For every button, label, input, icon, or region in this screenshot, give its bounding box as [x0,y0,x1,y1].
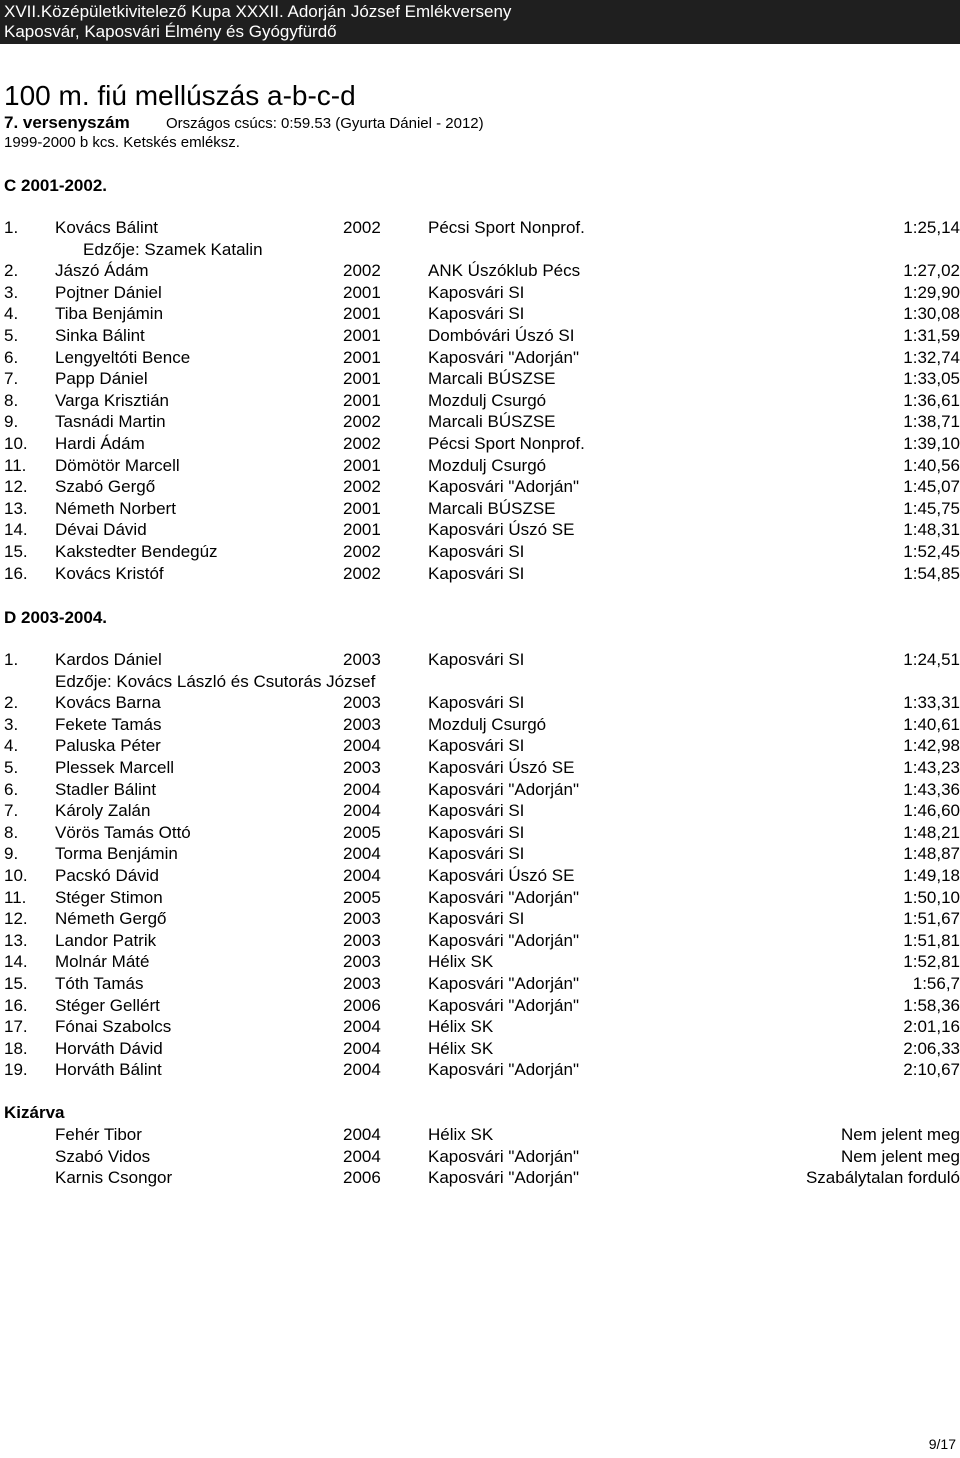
swimmer-name-cell: Varga Krisztián [55,390,170,410]
place-cell: 10. [4,866,28,885]
swimmer-name-cell: Tasnádi Martin [55,412,166,432]
swimmer-name-cell: Molnár Máté [55,952,150,972]
swimmer-name-cell: Szabó Gergő [55,477,156,497]
swimmer-name-cell: Fónai Szabolcs [55,1017,172,1037]
place-cell: 13. [4,930,28,950]
swimmer-name-cell: Landor Patrik [55,930,157,950]
birth-year-cell: 2001 [343,498,381,518]
club-cell: Marcali BÚSZSE [428,412,556,432]
result-row [0,1038,960,1059]
place-cell: 8. [4,390,19,410]
club-cell: Kaposvári SI [428,304,525,324]
club-cell: Kaposvári SI [428,650,525,669]
time-cell: 1:38,71 [903,412,960,432]
club-cell: Marcali BÚSZSE [428,369,556,389]
birth-year-cell: 2005 [343,822,381,842]
time-cell: 1:51,81 [903,930,960,950]
club-cell: Kaposvári "Adorján" [428,779,579,799]
club-cell: Kaposvári SI [428,736,525,756]
swimmer-name-cell: Torma Benjámin [55,844,178,864]
place-cell: 15. [4,974,28,993]
time-cell: 1:25,14 [903,218,960,237]
time-cell: 2:06,33 [903,1038,960,1058]
coach-name: Edzője: Kovács László és Csutorás József [55,671,376,691]
swimmer-name-cell: Kovács Bálint [55,218,158,237]
club-cell: Kaposvári Úszó SE [428,520,575,540]
result-row [0,908,960,929]
time-cell: 1:49,18 [903,866,960,885]
club-cell: Kaposvári Úszó SE [428,866,575,885]
swimmer-name-cell: Szabó Vidos [55,1146,151,1166]
club-cell: Hélix SK [428,1038,494,1058]
result-row [0,779,960,800]
place-cell: 12. [4,477,28,497]
birth-year-cell: 2001 [343,304,381,324]
time-cell: 1:50,10 [903,887,960,907]
time-cell: 1:52,45 [903,542,960,561]
birth-year-cell: 2003 [343,650,381,669]
swimmer-name-cell: Stéger Stimon [55,887,163,907]
swimmer-name-cell: Karnis Csongor [55,1168,173,1188]
time-cell: 1:56,7 [912,974,960,993]
club-cell: Pécsi Sport Nonprof. [428,218,585,237]
birth-year-cell: 2001 [343,369,381,389]
place-cell: 3. [4,714,19,734]
swimmer-name-cell: Kovács Kristóf [55,563,164,583]
venue-line: Kaposvár, Kaposvári Élmény és Gyógyfürdő [4,22,337,41]
time-cell: 1:36,61 [903,390,960,410]
time-cell: 1:58,36 [903,995,960,1015]
club-cell: Kaposvári SI [428,909,525,929]
result-row [0,649,960,670]
place-cell: 2. [4,693,19,713]
birth-year-cell: 2004 [343,736,381,756]
time-cell: 1:48,87 [903,844,960,864]
result-row [0,455,960,476]
time-cell: 1:43,36 [903,779,960,799]
time-cell: 1:40,56 [903,455,960,475]
place-cell: 16. [4,563,28,583]
swimmer-name-cell: Papp Dániel [55,369,148,389]
birth-year-cell: 2004 [343,1146,381,1166]
birth-year-cell: 2004 [343,1038,381,1058]
birth-year-cell: 2001 [343,326,381,345]
club-cell: Mozdulj Csurgó [428,455,547,475]
birth-year-cell: 2004 [343,1017,381,1037]
result-row [0,217,960,238]
time-cell: 1:29,90 [903,282,960,302]
reason-cell: Nem jelent meg [840,1125,960,1144]
competition-title: XVII.Középületkivitelező Kupa XXXII. Adorján József Emlékverseny [4,2,512,21]
national-record: Országos csúcs: 0:59.53 (Gyurta Dániel - 2012) [166,115,484,132]
place-cell: 12. [4,909,28,929]
place-cell: 18. [4,1038,28,1058]
time-cell: 2:01,16 [903,1017,960,1037]
place-cell: 3. [4,282,19,302]
birth-year-cell: 2001 [343,455,381,475]
result-row [0,930,960,951]
place-cell: 8. [4,822,19,842]
place-cell: 9. [4,844,19,864]
birth-year-cell: 2002 [343,218,381,237]
birth-year-cell: 2004 [343,1060,381,1080]
result-row [0,951,960,972]
place-cell: 9. [4,412,19,432]
birth-year-cell: 2004 [343,844,381,864]
birth-year-cell: 2003 [343,974,381,993]
birth-year-cell: 2004 [343,779,381,799]
place-cell: 1. [4,650,19,669]
club-cell: Mozdulj Csurgó [428,390,547,410]
swimmer-name-cell: Stadler Bálint [55,779,157,799]
coach-row [0,239,960,260]
club-cell: Dombóvári Úszó SI [428,326,575,345]
result-row [0,347,960,368]
time-cell: 1:30,08 [903,304,960,324]
club-cell: Kaposvári SI [428,801,525,821]
result-row [0,887,960,908]
swimmer-name-cell: Tiba Benjámin [55,304,164,324]
time-cell: 1:33,31 [903,693,960,713]
result-row [0,995,960,1016]
result-row [0,519,960,540]
time-cell: 1:51,67 [903,909,960,929]
swimmer-name-cell: Németh Norbert [55,498,176,518]
birth-year-cell: 2001 [343,520,381,540]
coach-row [0,671,960,692]
swimmer-name-cell: Kardos Dániel [55,650,162,669]
club-cell: Kaposvári "Adorján" [428,1146,579,1166]
club-cell: Kaposvári "Adorján" [428,347,579,367]
club-cell: Mozdulj Csurgó [428,714,547,734]
result-row [0,757,960,778]
club-cell: Kaposvári "Adorján" [428,1060,579,1080]
swimmer-name-cell: Kakstedter Bendegúz [55,542,218,561]
result-row [0,411,960,432]
result-row [0,476,960,497]
result-row [0,433,960,454]
swimmer-name-cell: Stéger Gellért [55,995,160,1015]
page-number: 9/17 [928,1436,956,1452]
result-row [0,822,960,843]
result-row [0,1016,960,1037]
swimmer-name-cell: Fehér Tibor [55,1125,142,1144]
swimmer-name-cell: Sinka Bálint [55,326,145,345]
result-row [0,865,960,886]
place-cell: 10. [4,434,28,453]
birth-year-cell: 2001 [343,347,381,367]
swimmer-name-cell: Dévai Dávid [55,520,147,540]
club-cell: Kaposvári SI [428,693,525,713]
time-cell: 1:39,10 [903,434,960,453]
place-cell: 4. [4,304,19,324]
club-cell: Kaposvári SI [428,282,525,302]
birth-year-cell: 2001 [343,282,381,302]
birth-year-cell: 2003 [343,693,381,713]
club-cell: Hélix SK [428,952,494,972]
category-d-heading: D 2003-2004. [4,608,108,627]
place-cell: 16. [4,995,28,1015]
result-row [0,1124,960,1145]
swimmer-name-cell: Horváth Dávid [55,1038,163,1058]
birth-year-cell: 2004 [343,801,381,821]
time-cell: 1:27,02 [903,261,960,281]
reason-cell: Nem jelent meg [840,1146,960,1166]
time-cell: 2:10,67 [903,1060,960,1080]
place-cell: 1. [4,218,19,237]
swimmer-name-cell: Németh Gergő [55,909,167,929]
swimmer-name-cell: Plessek Marcell [55,758,175,777]
result-row [0,541,960,562]
club-cell: Marcali BÚSZSE [428,498,556,518]
swimmer-name-cell: Horváth Bálint [55,1060,162,1080]
club-cell: Hélix SK [428,1125,494,1144]
birth-year-cell: 2002 [343,477,381,497]
club-cell: Kaposvári SI [428,563,525,583]
place-cell: 5. [4,326,19,345]
birth-year-cell: 2003 [343,952,381,972]
result-row [0,1146,960,1167]
result-row [0,260,960,281]
birth-year-cell: 2003 [343,758,381,777]
swimmer-name-cell: Hardi Ádám [55,434,145,453]
place-cell: 11. [4,887,27,907]
club-cell: Kaposvári SI [428,542,525,561]
place-cell: 5. [4,758,19,777]
result-row [0,714,960,735]
place-cell: 6. [4,779,19,799]
result-row [0,498,960,519]
birth-year-cell: 2001 [343,390,381,410]
memorial-note: 1999-2000 b kcs. Ketskés emléksz. [4,134,240,151]
time-cell: 1:48,31 [903,520,960,540]
event-number: 7. versenyszám [4,113,130,132]
swimmer-name-cell: Pacskó Dávid [55,866,159,885]
time-cell: 1:24,51 [903,650,960,669]
swimmer-name-cell: Paluska Péter [55,736,161,756]
time-cell: 1:45,07 [903,477,960,497]
club-cell: Kaposvári "Adorján" [428,1168,579,1188]
club-cell: Kaposvári SI [428,822,525,842]
result-row [0,843,960,864]
result-row [0,390,960,411]
time-cell: 1:54,85 [903,563,960,583]
place-cell: 7. [4,801,19,821]
place-cell: 4. [4,736,19,756]
swimmer-name-cell: Pojtner Dániel [55,282,162,302]
club-cell: Kaposvári "Adorján" [428,930,579,950]
swimmer-name-cell: Vörös Tamás Ottó [55,822,191,842]
birth-year-cell: 2004 [343,866,381,885]
time-cell: 1:40,61 [903,714,960,734]
birth-year-cell: 2002 [343,542,381,561]
place-cell: 14. [4,952,28,972]
time-cell: 1:42,98 [903,736,960,756]
birth-year-cell: 2002 [343,261,381,281]
result-row [0,800,960,821]
category-c-heading: C 2001-2002. [4,176,108,195]
place-cell: 11. [4,455,27,475]
time-cell: 1:32,74 [903,347,960,367]
birth-year-cell: 2002 [343,412,381,432]
swimmer-name-cell: Károly Zalán [55,801,151,821]
result-row [0,303,960,324]
time-cell: 1:46,60 [903,801,960,821]
event-title: 100 m. fiú mellúszás a-b-c-d [4,80,356,111]
swimmer-name-cell: Kovács Barna [55,693,161,713]
club-cell: Hélix SK [428,1017,494,1037]
birth-year-cell: 2004 [343,1125,381,1144]
swimmer-name-cell: Dömötör Marcell [55,455,180,475]
birth-year-cell: 2003 [343,714,381,734]
birth-year-cell: 2006 [343,995,381,1015]
birth-year-cell: 2003 [343,909,381,929]
result-row [0,973,960,994]
coach-name: Edzője: Szamek Katalin [83,239,263,259]
time-cell: 1:33,05 [903,369,960,389]
place-cell: 6. [4,347,19,367]
result-row [0,368,960,389]
result-row [0,1167,960,1188]
result-row [0,563,960,584]
club-cell: Kaposvári "Adorján" [428,995,579,1015]
result-row [0,692,960,713]
swimmer-name-cell: Jászó Ádám [55,261,149,281]
place-cell: 19. [4,1060,28,1080]
swimmer-name-cell: Tóth Tamás [55,974,144,993]
time-cell: 1:52,81 [903,952,960,972]
place-cell: 14. [4,520,28,540]
place-cell: 15. [4,542,28,561]
club-cell: Kaposvári SI [428,844,525,864]
club-cell: ANK Úszóklub Pécs [428,261,581,281]
birth-year-cell: 2002 [343,563,381,583]
swimmer-name-cell: Fekete Tamás [55,714,162,734]
birth-year-cell: 2002 [343,434,381,453]
time-cell: 1:48,21 [903,822,960,842]
birth-year-cell: 2003 [343,930,381,950]
time-cell: 1:43,23 [903,758,960,777]
club-cell: Kaposvári "Adorján" [428,887,579,907]
time-cell: 1:45,75 [903,498,960,518]
result-row [0,325,960,346]
result-row [0,1059,960,1080]
place-cell: 13. [4,498,28,518]
club-cell: Kaposvári "Adorján" [428,477,579,497]
header-bar [0,0,960,44]
club-cell: Pécsi Sport Nonprof. [428,434,585,453]
place-cell: 17. [4,1017,28,1037]
reason-cell: Szabálytalan forduló [805,1168,960,1188]
place-cell: 2. [4,261,19,281]
result-row [0,282,960,303]
club-cell: Kaposvári "Adorján" [428,974,579,993]
birth-year-cell: 2005 [343,887,381,907]
place-cell: 7. [4,369,19,389]
result-row [0,735,960,756]
time-cell: 1:31,59 [903,326,960,345]
disqualified-heading: Kizárva [4,1103,65,1122]
birth-year-cell: 2006 [343,1168,381,1188]
swimmer-name-cell: Lengyeltóti Bence [55,347,191,367]
club-cell: Kaposvári Úszó SE [428,758,575,777]
